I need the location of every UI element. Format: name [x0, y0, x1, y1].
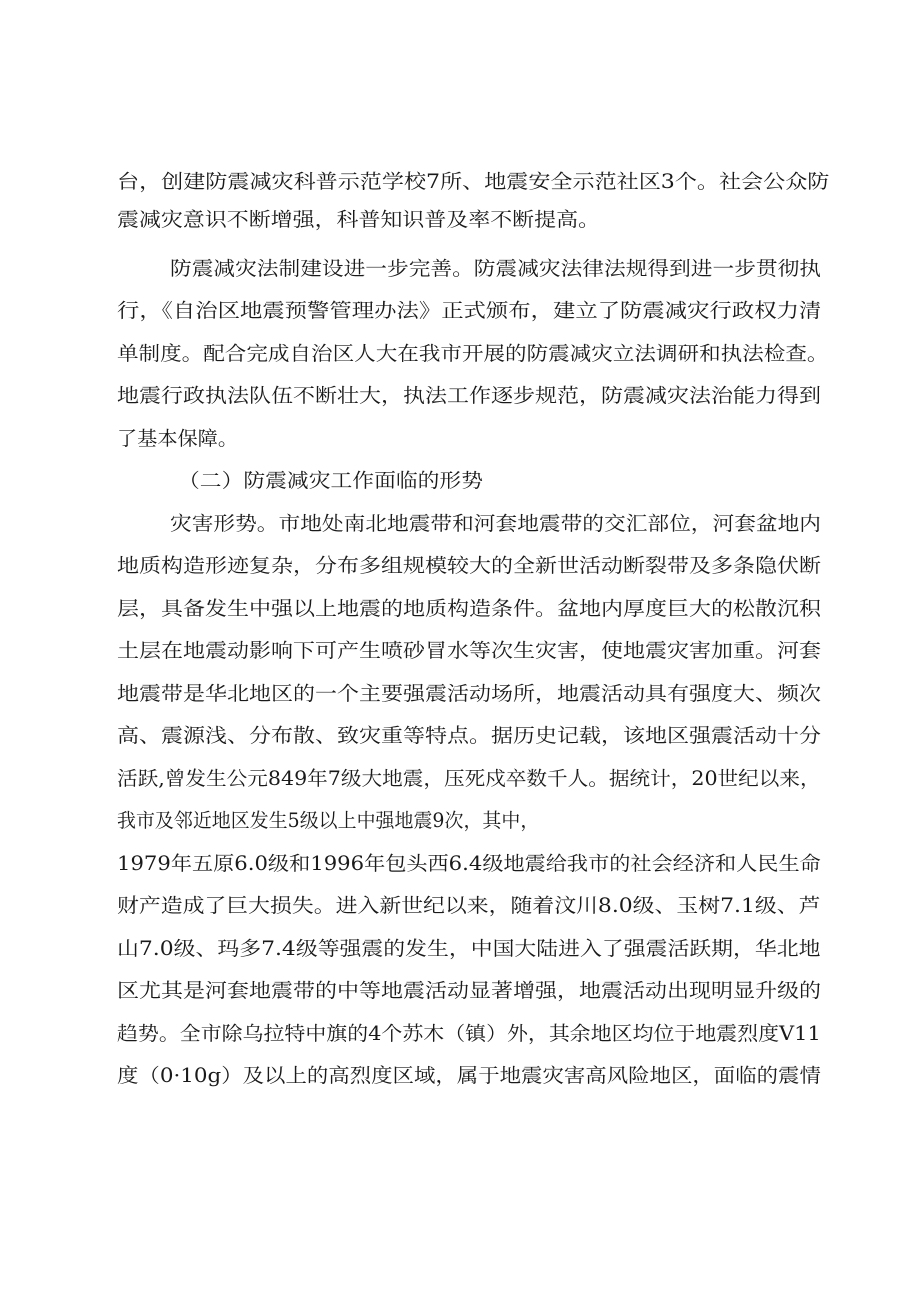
text-line-13: 地震带是华北地区的一个主要强震活动场所，地震活动具有强度大、频次: [117, 682, 822, 705]
text-line-16: 我市及邻近地区发生5级以上中强地震9次，其中，: [117, 809, 540, 832]
text-line-12: 土层在地震动影响下可产生喷砂冒水等次生灾害，使地震灾害加重。河套: [117, 639, 822, 662]
text-line-18: 财产造成了巨大损失。进入新世纪以来，随着汶川8.0级、玉树7.1级、芦: [117, 894, 821, 917]
text-line-3: 防震减灾法制建设进一步完善。防震减灾法律法规得到进一步贯彻执: [170, 257, 822, 280]
text-line-9: 灾害形势。市地处南北地震带和河套地震带的交汇部位，河套盆地内: [170, 512, 822, 535]
text-line-7: 了基本保障。: [117, 427, 239, 450]
text-line-11: 层，具备发生中强以上地震的地质构造条件。盆地内厚度巨大的松散沉积: [117, 597, 822, 620]
text-line-19: 山7.0级、玛多7.4级等强震的发生，中国大陆进入了强震活跃期，华北地: [117, 937, 821, 960]
text-line-22: 度（0·10g）及以上的高烈度区域，属于地震灾害高风险地区，面临的震情: [117, 1064, 821, 1087]
text-line-14: 高、震源浅、分布散、致灾重等特点。据历史记载，该地区强震活动十分: [117, 724, 822, 747]
text-line-5: 单制度。配合完成自治区人大在我市开展的防震减灾立法调研和执法检查。: [117, 342, 829, 365]
text-line-21: 趋势。全市除乌拉特中旗的4个苏木（镇）外，其余地区均位于地震烈度V11: [117, 1022, 821, 1045]
section-heading: （二）防震减灾工作面临的形势: [178, 469, 484, 492]
text-line-1: 台，创建防震减灾科普示范学校7所、地震安全示范社区3个。社会公众防: [117, 170, 830, 193]
text-line-4: 行，《自治区地震预警管理办法》正式颁布，建立了防震减灾行政权力清: [117, 299, 822, 322]
text-line-17: 1979年五原6.0级和1996年包头西6.4级地震给我市的社会经济和人民生命: [117, 852, 821, 875]
text-line-10: 地质构造形迹复杂，分布多组规模较大的全新世活动断裂带及多条隐伏断: [117, 554, 822, 577]
text-line-2: 震减灾意识不断增强，科普知识普及率不断提高。: [117, 208, 601, 231]
text-line-6: 地震行政执法队伍不断壮大，执法工作逐步规范，防震减灾法治能力得到: [117, 384, 822, 407]
text-line-15: 活跃,曾发生公元849年7级大地震，压死戍卒数千人。据统计，20世纪以来，: [117, 767, 821, 790]
text-line-20: 区尤其是河套地震带的中等地震活动显著增强，地震活动出现明显升级的: [117, 979, 822, 1002]
